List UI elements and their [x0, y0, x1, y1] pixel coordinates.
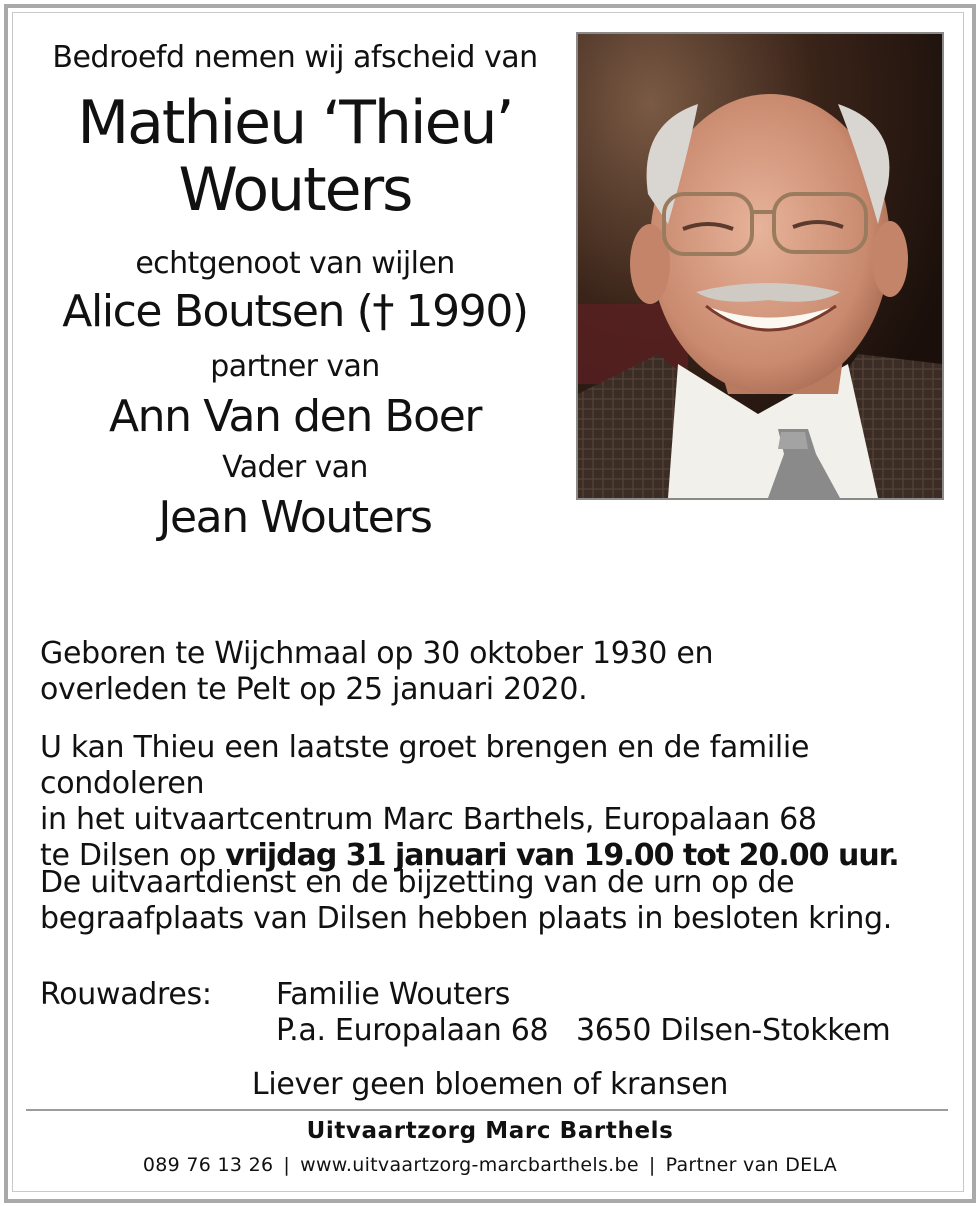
funeral-home-partner: Partner van DELA [665, 1154, 838, 1176]
relation-name-child: Jean Wouters [158, 491, 432, 543]
birth-death-paragraph [40, 636, 960, 708]
deceased-name-first: Mathieu ‘Thieu’ [77, 88, 513, 158]
relation-name-spouse: Alice Boutsen († 1990) [62, 286, 528, 338]
intro-text: Bedroefd nemen wij afscheid van [52, 40, 538, 75]
deceased-name-last: Wouters [178, 155, 412, 226]
visitation-paragraph [40, 730, 960, 874]
funeral-home-phone: 089 76 13 26 [142, 1154, 274, 1176]
relation-label-spouse: echtgenoot van wijlen [135, 246, 455, 282]
funeral-paragraph [40, 865, 960, 937]
relation-name-partner: Ann Van den Boer [108, 391, 482, 443]
funeral-home-contact [0, 1154, 980, 1176]
relation-label-partner: partner van [210, 349, 380, 385]
visitation-line-1: U kan Thieu een laatste groet brengen en de familie condoleren [40, 730, 810, 801]
announcement-header [40, 40, 550, 545]
funeral-line-1: De uitvaartdienst en de bijzetting van de urn op de [40, 865, 795, 900]
relation-label-child: Vader van [222, 449, 368, 485]
death-line: overleden te Pelt op 25 januari 2020. [40, 672, 588, 707]
visitation-datetime: vrijdag 31 januari van 19.00 tot 20.00 uur. [225, 838, 899, 873]
separator-1: | [283, 1154, 291, 1176]
footer-divider [26, 1109, 948, 1111]
funeral-line-2: begraafplaats van Dilsen hebben plaats in besloten kring. [40, 901, 893, 936]
mourning-address-label: Rouwadres: [40, 977, 212, 1012]
separator-2: | [648, 1154, 656, 1176]
visitation-line-3-prefix: te Dilsen op [40, 838, 226, 873]
funeral-home-name: Uitvaartzorg Marc Barthels [306, 1118, 674, 1144]
mourning-address-line-1: Familie Wouters [276, 977, 511, 1012]
mourning-address-lines [276, 977, 890, 1049]
funeral-home-website[interactable]: www.uitvaartzorg-marcbarthels.be [300, 1154, 639, 1176]
birth-line: Geboren te Wijchmaal op 30 oktober 1930 en [40, 636, 714, 671]
visitation-line-2: in het uitvaartcentrum Marc Barthels, Europalaan 68 [40, 802, 817, 837]
portrait-photo [576, 32, 944, 500]
portrait-illustration [578, 34, 942, 498]
mourning-address-line-2: P.a. Europalaan 68 3650 Dilsen-Stokkem [276, 1013, 891, 1048]
no-flowers-note: Liever geen bloemen of kransen [251, 1067, 729, 1102]
